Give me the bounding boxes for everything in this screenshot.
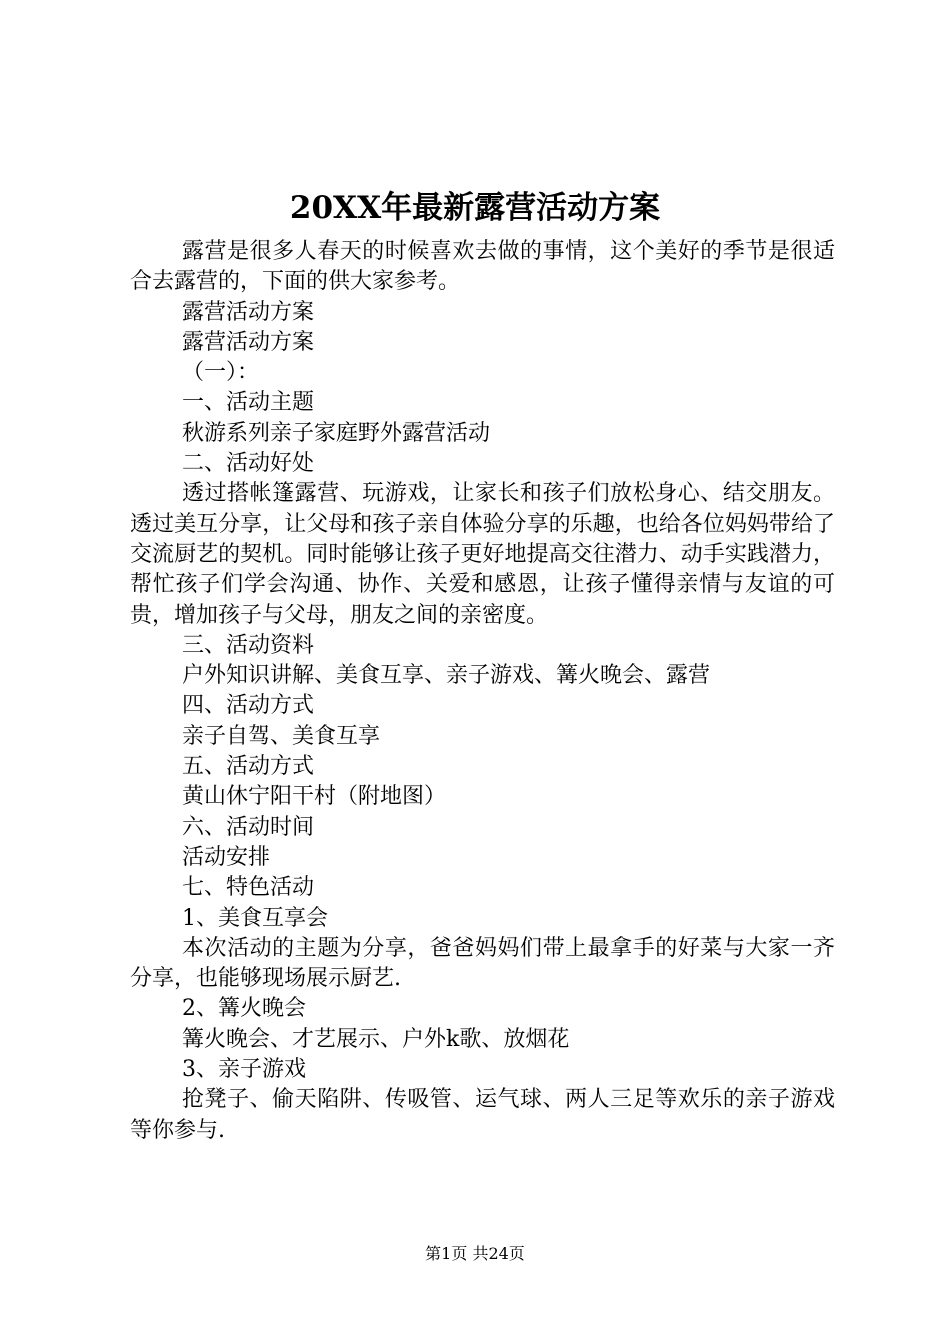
document-body: [130, 237, 835, 1146]
subsection-heading: 2、篝火晚会: [182, 996, 306, 1022]
section-heading: 四、活动方式: [182, 693, 315, 719]
paragraph: 活动安排: [182, 844, 271, 870]
subsection-heading: 3、亲子游戏: [182, 1057, 306, 1083]
paragraph: 亲子自驾、美食互享: [182, 723, 381, 749]
paragraph: 抢凳子、偷天陷阱、传吸管、运气球、两人三足等欢乐的亲子游戏等你参与.: [130, 1087, 835, 1143]
paragraph: 透过搭帐篷露营、玩游戏，让家长和孩子们放松身心、结交朋友。透过美互分享，让父母和孩子亲自体验分享的乐趣，也给各位妈妈带给了交流厨艺的契机。同时能够让孩子更好地提高交往潜力、动手实践潜力，帮忙孩子们学会沟通、协作、关爱和感恩，让孩子懂得亲情与友谊的可贵，增加孩子与父母，朋友之间的亲密度。: [130, 481, 835, 628]
page-footer: 第1页 共24页: [425, 1244, 525, 1263]
section-heading: 三、活动资料: [182, 632, 315, 658]
section-heading: 五、活动方式: [182, 754, 315, 780]
paragraph: 秋游系列亲子家庭野外露营活动: [182, 420, 491, 446]
section-heading: 二、活动好处: [182, 451, 315, 477]
paragraph: 户外知识讲解、美食互享、亲子游戏、篝火晚会、露营: [182, 663, 711, 689]
paragraph: 露营活动方案: [182, 329, 315, 355]
subsection-heading: 1、美食互享会: [182, 905, 328, 931]
section-heading: 一、活动主题: [182, 390, 315, 416]
paragraph: 篝火晚会、才艺展示、户外k歌、放烟花: [182, 1026, 570, 1052]
paragraph: 本次活动的主题为分享，爸爸妈妈们带上最拿手的好菜与大家一齐分享，也能够现场展示厨艺.: [130, 935, 835, 992]
paragraph: 黄山休宁阳干村（附地图）: [182, 784, 447, 810]
paragraph: （一）：: [182, 360, 260, 386]
paragraph: 露营活动方案: [182, 299, 315, 325]
document-title: 20XX年最新露营活动方案: [289, 190, 661, 226]
paragraph: 露营是很多人春天的时候喜欢去做的事情，这个美好的季节是很适合去露营的，下面的供大家参考。: [130, 239, 835, 295]
section-heading: 六、活动时间: [182, 814, 315, 840]
section-heading: 七、特色活动: [182, 875, 315, 901]
